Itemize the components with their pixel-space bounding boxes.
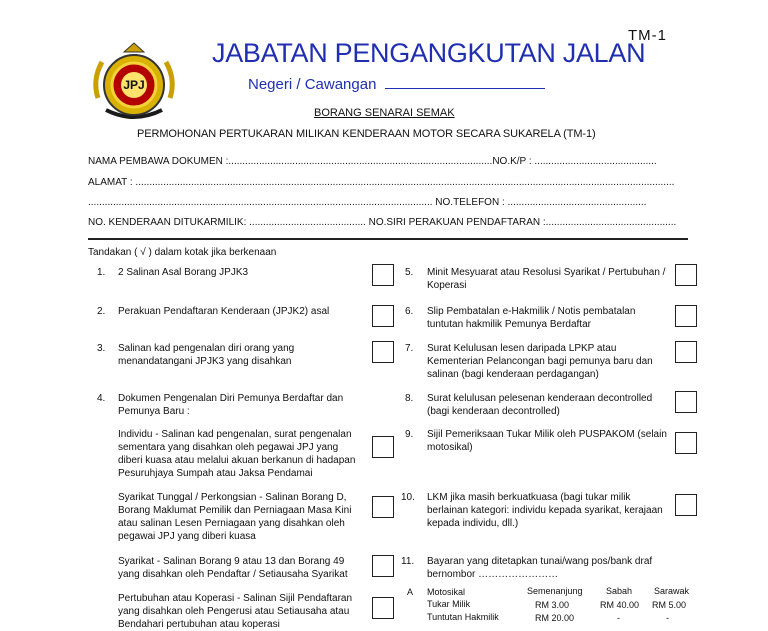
checklist-item-11: Bayaran yang ditetapkan tunai/wang pos/bank draf bernombor …………………… bbox=[427, 556, 653, 580]
item-number: 9. bbox=[405, 429, 414, 440]
address-phone-field[interactable]: ............................................................................................................................ NO.TELEFON : .................................................. bbox=[88, 197, 647, 208]
form-code: TM-1 bbox=[628, 27, 667, 44]
item-number: 8. bbox=[405, 393, 414, 404]
divider bbox=[88, 238, 688, 240]
fee-value: RM 40.00 bbox=[600, 600, 640, 610]
item-number: 4. bbox=[97, 393, 106, 404]
checklist-item-3: Salinan kad pengenalan diri orang yang menandatangani JPJK3 yang disahkan bbox=[118, 343, 295, 367]
vehicle-number-field[interactable]: NO. KENDERAAN DITUKARMILIK: .......................................... NO.SIRI PERAKUAN PENDAFTARAN :............................................... bbox=[88, 217, 677, 228]
fee-value: RM 20.00 bbox=[535, 613, 575, 623]
address-field[interactable]: ALAMAT : .................................................................................................................................................................................................. bbox=[88, 177, 675, 188]
checkbox-5[interactable] bbox=[675, 264, 697, 286]
checkbox-6[interactable] bbox=[675, 305, 697, 327]
item-number: 2. bbox=[97, 306, 106, 317]
logo-text: JPJ bbox=[123, 78, 145, 92]
item-number: 3. bbox=[97, 343, 106, 354]
checklist-item-7: Surat Kelulusan lesen daripada LPKP atau Kementerian Pelancongan bagi pemunya baru dan salinan (bagi kenderaan perdagangan) bbox=[427, 343, 653, 380]
item-number: 10. bbox=[401, 492, 415, 503]
item-number: 6. bbox=[405, 306, 414, 317]
checkbox-2[interactable] bbox=[372, 305, 394, 327]
checklist-item-2: Perakuan Pendaftaran Kenderaan (JPJK2) asal bbox=[118, 306, 330, 317]
checkbox-1[interactable] bbox=[372, 264, 394, 286]
fee-value: - bbox=[617, 613, 620, 623]
state-branch bbox=[248, 76, 545, 93]
fee-row-tuntutan-hakmilik: Tuntutan Hakmilik bbox=[427, 612, 499, 622]
state-branch-label: Negeri / Cawangan bbox=[248, 76, 377, 93]
fee-category: Motosikal bbox=[427, 587, 466, 597]
checkbox-4-syarikat[interactable] bbox=[372, 555, 394, 577]
form-title: BORANG SENARAI SEMAK bbox=[314, 107, 455, 119]
fee-header-sabah: Sabah bbox=[606, 586, 633, 596]
item-number: 11. bbox=[401, 556, 415, 567]
checklist-item-9: Sijil Pemeriksaan Tukar Milik oleh PUSPAKOM (selain motosikal) bbox=[427, 429, 667, 453]
fee-row-label: A bbox=[407, 587, 414, 597]
checkbox-3[interactable] bbox=[372, 341, 394, 363]
checkbox-7[interactable] bbox=[675, 341, 697, 363]
checklist-item-4-syarikat: Syarikat - Salinan Borang 9 atau 13 dan Borang 49 yang disahkan oleh Pendaftar / Setiausaha Syarikat bbox=[118, 556, 348, 580]
fee-header-sarawak: Sarawak bbox=[654, 586, 690, 596]
checklist-item-8: Surat kelulusan pelesenan kenderaan decontrolled (bagi kenderaan decontrolled) bbox=[427, 393, 653, 417]
checkbox-4-syarikat-tunggal[interactable] bbox=[372, 496, 394, 518]
jpj-logo bbox=[88, 40, 180, 126]
checklist-item-10: LKM jika masih berkuatkuasa (bagi tukar milik berlainan kategori: individu kepada syarikat, kerajaan kepada individu, dll.) bbox=[427, 492, 663, 529]
instruction: Tandakan ( √ ) dalam kotak jika berkenaan bbox=[88, 247, 277, 258]
fee-row-tukar-milik: Tukar Milik bbox=[427, 599, 471, 609]
fee-value: - bbox=[666, 613, 669, 623]
form-subtitle: PERMOHONAN PERTUKARAN MILIKAN KENDERAAN MOTOR SECARA SUKARELA (TM-1) bbox=[137, 128, 596, 140]
checkbox-10[interactable] bbox=[675, 494, 697, 516]
item-number: 1. bbox=[97, 267, 106, 278]
checklist-item-4-syarikat-tunggal: Syarikat Tunggal / Perkongsian - Salinan Borang D, Borang Maklumat Pemilik dan Perniagaan Masa Kini atau salinan Lesen Perniagaan yang disahkan oleh pegawai JPJ yang diberi kuasa bbox=[118, 492, 352, 542]
checklist-item-4: Dokumen Pengenalan Diri Pemunya Berdaftar dan Pemunya Baru : bbox=[118, 393, 344, 417]
fee-header-semenanjung: Semenanjung bbox=[527, 586, 583, 596]
bearer-name-field[interactable]: NAMA PEMBAWA DOKUMEN :...............................................................................................NO.K/P : ............................................ bbox=[88, 156, 657, 167]
checkbox-4-individu[interactable] bbox=[372, 436, 394, 458]
checklist-item-4-individu: Individu - Salinan kad pengenalan, surat pengenalan sementara yang disahkan oleh pegawai JPJ yang diberi kuasa atau melalui akuan berkanun di hadapan Pesuruhjaya Sumpah atau Jaksa Pendamai bbox=[118, 429, 356, 479]
item-number: 5. bbox=[405, 267, 414, 278]
fee-value: RM 3.00 bbox=[535, 600, 570, 610]
fee-value: RM 5.00 bbox=[652, 600, 687, 610]
agency-title: JABATAN PENGANGKUTAN JALAN bbox=[212, 38, 646, 68]
checklist-item-4-pertubuhan: Pertubuhan atau Koperasi - Salinan Sijil Pendaftaran yang disahkan oleh Pengerusi atau Setiausaha atau Bendahari pertubuhan atau koperasi bbox=[118, 593, 353, 630]
checkbox-4-pertubuhan[interactable] bbox=[372, 597, 394, 619]
state-branch-line bbox=[385, 88, 545, 89]
checklist-item-5: Minit Mesyuarat atau Resolusi Syarikat / Pertubuhan / Koperasi bbox=[427, 267, 666, 291]
checklist-item-1: 2 Salinan Asal Borang JPJK3 bbox=[118, 267, 249, 278]
checklist-item-6: Slip Pembatalan e-Hakmilik / Notis pembatalan tuntutan hakmilik Pemunya Berdaftar bbox=[427, 306, 636, 330]
item-number: 7. bbox=[405, 343, 414, 354]
checkbox-9[interactable] bbox=[675, 432, 697, 454]
checkbox-8[interactable] bbox=[675, 391, 697, 413]
